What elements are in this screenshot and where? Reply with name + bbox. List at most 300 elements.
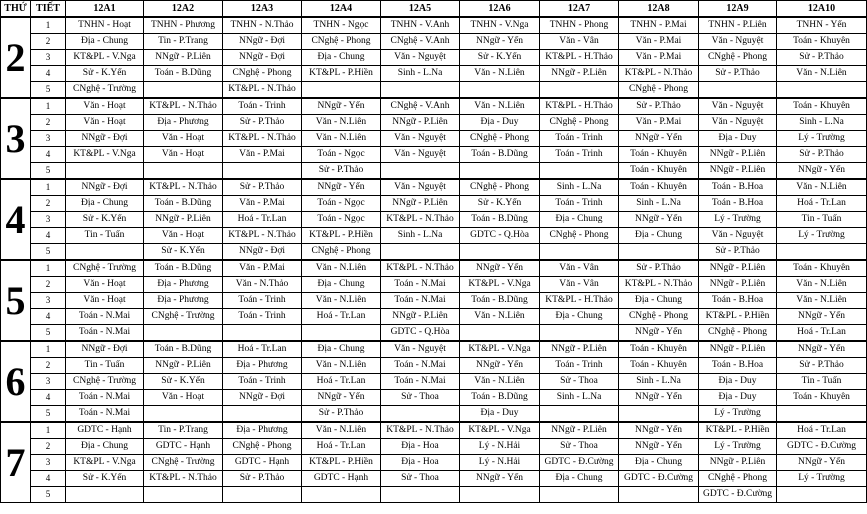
lesson-cell: Lý - Trường [699, 406, 777, 423]
lesson-cell: CNghệ - Trường [66, 374, 144, 390]
lesson-cell: TNHN - V.Anh [381, 17, 460, 34]
lesson-cell: KT&PL - N.Thảo [223, 131, 302, 147]
lesson-cell: Văn - Vân [540, 34, 619, 50]
table-row [1, 390, 867, 406]
lesson-cell [777, 244, 867, 261]
lesson-cell: Văn - Nguyệt [381, 131, 460, 147]
lesson-cell: KT&PL - V.Nga [66, 455, 144, 471]
lesson-cell [540, 325, 619, 342]
lesson-cell: Địa - Duy [699, 390, 777, 406]
lesson-cell: Sử - P.Thảo [223, 179, 302, 196]
table-row [1, 115, 867, 131]
lesson-cell: KT&PL - H.Thảo [540, 293, 619, 309]
lesson-cell: NNgữ - P.Liên [699, 341, 777, 358]
lesson-cell: Sử - Thoa [540, 374, 619, 390]
lesson-cell: Văn - Hoạt [144, 228, 223, 244]
lesson-cell: Sử - P.Thảo [223, 115, 302, 131]
lesson-cell: KT&PL - N.Thảo [381, 212, 460, 228]
lesson-cell: Toán - Trinh [540, 358, 619, 374]
lesson-cell: CNghệ - Phong [223, 439, 302, 455]
lesson-cell: Sinh - L.Na [381, 228, 460, 244]
lesson-cell: Toán - N.Mai [66, 390, 144, 406]
lesson-cell: NNgữ - P.Liên [699, 163, 777, 180]
lesson-cell: Toán - Khuyên [777, 98, 867, 115]
period-number: 5 [31, 487, 66, 503]
lesson-cell: Văn - Hoạt [66, 293, 144, 309]
header-class: 12A6 [460, 1, 540, 18]
period-number: 5 [31, 82, 66, 99]
lesson-cell: Địa - Duy [460, 406, 540, 423]
lesson-cell: Địa - Chung [66, 196, 144, 212]
period-number: 1 [31, 179, 66, 196]
lesson-cell: NNgữ - P.Liên [144, 212, 223, 228]
lesson-cell: Văn - N.Thảo [223, 277, 302, 293]
lesson-cell: Sinh - L.Na [381, 66, 460, 82]
lesson-cell: KT&PL - V.Nga [66, 50, 144, 66]
lesson-cell [460, 325, 540, 342]
lesson-cell [777, 487, 867, 503]
table-row [1, 358, 867, 374]
lesson-cell: NNgữ - P.Liên [540, 422, 619, 439]
lesson-cell: Địa - Duy [460, 115, 540, 131]
lesson-cell: CNghệ - Trường [66, 82, 144, 99]
lesson-cell: Địa - Hoa [381, 455, 460, 471]
table-row [1, 196, 867, 212]
lesson-cell: KT&PL - N.Thảo [619, 277, 699, 293]
table-row [1, 131, 867, 147]
period-number: 2 [31, 439, 66, 455]
lesson-cell [66, 244, 144, 261]
lesson-cell: GDTC - Q.Hòa [460, 228, 540, 244]
header-class: 12A10 [777, 1, 867, 18]
table-row [1, 244, 867, 261]
lesson-cell: NNgữ - Yến [777, 455, 867, 471]
period-number: 4 [31, 390, 66, 406]
lesson-cell: Địa - Chung [66, 34, 144, 50]
header-class: 12A9 [699, 1, 777, 18]
lesson-cell: KT&PL - P.Hiền [302, 228, 381, 244]
lesson-cell: KT&PL - N.Thảo [381, 422, 460, 439]
lesson-cell: GDTC - Đ.Cường [699, 487, 777, 503]
lesson-cell: Địa - Phương [223, 358, 302, 374]
lesson-cell: Sử - P.Thảo [619, 260, 699, 277]
lesson-cell [381, 163, 460, 180]
lesson-cell: Tin - P.Trang [144, 422, 223, 439]
lesson-cell: NNgữ - Yến [460, 260, 540, 277]
lesson-cell: Địa - Chung [66, 439, 144, 455]
lesson-cell: Hoá - Tr.Lan [777, 196, 867, 212]
lesson-cell: NNgữ - Yến [302, 98, 381, 115]
lesson-cell: Lý - Trường [777, 131, 867, 147]
lesson-cell: NNgữ - P.Liên [699, 147, 777, 163]
lesson-cell: Văn - Nguyệt [381, 50, 460, 66]
lesson-cell: TNHN - Hoạt [66, 17, 144, 34]
period-number: 3 [31, 212, 66, 228]
lesson-cell: Toán - N.Mai [66, 309, 144, 325]
lesson-cell: NNgữ - Yến [460, 471, 540, 487]
lesson-cell: Toán - Ngọc [302, 147, 381, 163]
lesson-cell: Địa - Phương [223, 422, 302, 439]
lesson-cell: Toán - Khuyên [777, 390, 867, 406]
lesson-cell: Toán - Khuyên [619, 163, 699, 180]
lesson-cell: TNHN - V.Nga [460, 17, 540, 34]
period-number: 4 [31, 309, 66, 325]
lesson-cell: CNghệ - Phong [699, 471, 777, 487]
lesson-cell: Sử - K.Yến [66, 471, 144, 487]
lesson-cell: Toán - Trinh [223, 98, 302, 115]
lesson-cell: Văn - N.Liên [777, 293, 867, 309]
table-row [1, 50, 867, 66]
lesson-cell: Toán - N.Mai [381, 277, 460, 293]
table-row [1, 471, 867, 487]
lesson-cell: Toán - Khuyên [619, 341, 699, 358]
lesson-cell: NNgữ - P.Liên [540, 341, 619, 358]
lesson-cell [381, 244, 460, 261]
lesson-cell: Toán - Ngọc [302, 212, 381, 228]
table-row [1, 406, 867, 423]
table-row [1, 212, 867, 228]
lesson-cell [619, 406, 699, 423]
lesson-cell: NNgữ - Đợi [223, 244, 302, 261]
day-number: 4 [1, 179, 31, 260]
lesson-cell: KT&PL - H.Thảo [540, 50, 619, 66]
period-number: 1 [31, 422, 66, 439]
lesson-cell: Địa - Hoa [381, 439, 460, 455]
lesson-cell: Sử - K.Yến [144, 374, 223, 390]
lesson-cell: TNHN - Phương [144, 17, 223, 34]
lesson-cell: Tin - Tuấn [66, 358, 144, 374]
lesson-cell: KT&PL - P.Hiền [699, 309, 777, 325]
lesson-cell: Hoá - Tr.Lan [777, 422, 867, 439]
table-row [1, 277, 867, 293]
header-row [1, 1, 867, 18]
lesson-cell: Lý - N.Hải [460, 439, 540, 455]
lesson-cell: Toán - Trinh [540, 147, 619, 163]
lesson-cell: CNghệ - V.Anh [381, 98, 460, 115]
lesson-cell: Toán - Trinh [223, 293, 302, 309]
period-number: 1 [31, 17, 66, 34]
lesson-cell: Văn - Nguyệt [699, 228, 777, 244]
lesson-cell [460, 82, 540, 99]
lesson-cell: Sinh - L.Na [540, 179, 619, 196]
lesson-cell: Văn - Hoạt [66, 98, 144, 115]
lesson-cell: Toán - Trinh [223, 374, 302, 390]
lesson-cell [381, 82, 460, 99]
lesson-cell: NNgữ - Yến [619, 422, 699, 439]
lesson-cell: Toán - Khuyên [619, 179, 699, 196]
lesson-cell: Lý - Trường [777, 228, 867, 244]
lesson-cell: TNHN - Ngọc [302, 17, 381, 34]
table-row [1, 422, 867, 439]
lesson-cell: GDTC - Hạnh [66, 422, 144, 439]
lesson-cell: Văn - Hoạt [144, 131, 223, 147]
lesson-cell: Toán - Ngọc [302, 196, 381, 212]
lesson-cell: Tin - Tuấn [777, 374, 867, 390]
lesson-cell: Văn - Nguyệt [699, 34, 777, 50]
lesson-cell: Toán - Khuyên [777, 260, 867, 277]
lesson-cell: Địa - Phương [144, 277, 223, 293]
lesson-cell: NNgữ - Đợi [223, 390, 302, 406]
table-row [1, 293, 867, 309]
lesson-cell: NNgữ - P.Liên [381, 196, 460, 212]
lesson-cell: Toán - B.Dũng [460, 212, 540, 228]
header-class: 12A5 [381, 1, 460, 18]
lesson-cell [66, 163, 144, 180]
lesson-cell: Toán - B.Hoa [699, 179, 777, 196]
period-number: 2 [31, 34, 66, 50]
lesson-cell: NNgữ - Yến [777, 163, 867, 180]
lesson-cell: Văn - Nguyệt [381, 179, 460, 196]
period-number: 5 [31, 325, 66, 342]
lesson-cell: Toán - N.Mai [381, 358, 460, 374]
lesson-cell: CNghệ - Phong [619, 82, 699, 99]
lesson-cell: KT&PL - P.Hiền [699, 422, 777, 439]
lesson-cell: KT&PL - N.Thảo [381, 260, 460, 277]
header-class: 12A2 [144, 1, 223, 18]
lesson-cell: Văn - Nguyệt [381, 147, 460, 163]
period-number: 2 [31, 277, 66, 293]
lesson-cell: CNghệ - Trường [66, 260, 144, 277]
lesson-cell: NNgữ - Yến [777, 341, 867, 358]
lesson-cell: Toán - B.Dũng [144, 341, 223, 358]
lesson-cell: KT&PL - V.Nga [66, 147, 144, 163]
lesson-cell: Toán - B.Dũng [144, 196, 223, 212]
table-row [1, 309, 867, 325]
lesson-cell [223, 487, 302, 503]
period-number: 3 [31, 131, 66, 147]
lesson-cell: Địa - Chung [619, 455, 699, 471]
lesson-cell: TNHN - N.Thảo [223, 17, 302, 34]
lesson-cell: CNghệ - Phong [699, 50, 777, 66]
header-class: 12A1 [66, 1, 144, 18]
table-row [1, 98, 867, 115]
lesson-cell: TNHN - P.Mai [619, 17, 699, 34]
lesson-cell [540, 82, 619, 99]
lesson-cell: GDTC - Q.Hòa [381, 325, 460, 342]
lesson-cell: Toán - Khuyên [619, 358, 699, 374]
lesson-cell: Văn - N.Liên [460, 374, 540, 390]
lesson-cell [540, 487, 619, 503]
lesson-cell: Hoá - Tr.Lan [302, 309, 381, 325]
lesson-cell [144, 487, 223, 503]
lesson-cell: Toán - B.Dũng [144, 66, 223, 82]
lesson-cell: Địa - Chung [619, 228, 699, 244]
period-number: 3 [31, 374, 66, 390]
lesson-cell: Văn - N.Liên [302, 293, 381, 309]
lesson-cell: Toán - N.Mai [66, 325, 144, 342]
lesson-cell: Văn - N.Liên [460, 66, 540, 82]
lesson-cell: Sử - K.Yến [144, 244, 223, 261]
lesson-cell [619, 487, 699, 503]
lesson-cell: GDTC - Hạnh [302, 471, 381, 487]
lesson-cell: GDTC - Đ.Cường [540, 455, 619, 471]
lesson-cell: Địa - Phương [144, 115, 223, 131]
header-thu: THỨ [1, 1, 31, 18]
lesson-cell: Văn - Vân [540, 260, 619, 277]
lesson-cell: Lý - Trường [777, 471, 867, 487]
lesson-cell: Sử - P.Thảo [777, 50, 867, 66]
lesson-cell: Toán - Khuyên [619, 147, 699, 163]
table-row [1, 228, 867, 244]
lesson-cell: Toán - B.Hoa [699, 293, 777, 309]
day-number: 2 [1, 17, 31, 98]
lesson-cell: KT&PL - N.Thảo [144, 471, 223, 487]
lesson-cell: CNghệ - V.Anh [381, 34, 460, 50]
day-number: 3 [1, 98, 31, 179]
lesson-cell: GDTC - Hạnh [223, 455, 302, 471]
period-number: 3 [31, 293, 66, 309]
period-number: 3 [31, 455, 66, 471]
lesson-cell: Văn - Hoạt [144, 147, 223, 163]
day-number: 7 [1, 422, 31, 503]
lesson-cell: Văn - N.Liên [777, 66, 867, 82]
lesson-cell: Toán - B.Dũng [460, 147, 540, 163]
lesson-cell: Sử - P.Thảo [777, 147, 867, 163]
period-number: 4 [31, 228, 66, 244]
period-number: 2 [31, 358, 66, 374]
lesson-cell: Sử - K.Yến [66, 66, 144, 82]
table-row [1, 455, 867, 471]
period-number: 4 [31, 66, 66, 82]
lesson-cell: Văn - Hoạt [66, 277, 144, 293]
table-row [1, 341, 867, 358]
period-number: 1 [31, 98, 66, 115]
lesson-cell: Văn - N.Liên [460, 98, 540, 115]
lesson-cell: Văn - Hoạt [66, 115, 144, 131]
lesson-cell [540, 406, 619, 423]
lesson-cell: Lý - Trường [699, 212, 777, 228]
period-number: 5 [31, 244, 66, 261]
lesson-cell: Lý - N.Hải [460, 455, 540, 471]
lesson-cell: Văn - N.Liên [777, 277, 867, 293]
lesson-cell: Địa - Chung [302, 341, 381, 358]
lesson-cell: TNHN - Yến [777, 17, 867, 34]
lesson-cell: Văn - N.Liên [302, 358, 381, 374]
lesson-cell [223, 163, 302, 180]
lesson-cell: Văn - N.Liên [460, 309, 540, 325]
lesson-cell: KT&PL - N.Thảo [223, 228, 302, 244]
lesson-cell: Địa - Chung [619, 293, 699, 309]
lesson-cell: Toán - Khuyên [777, 34, 867, 50]
period-number: 2 [31, 115, 66, 131]
lesson-cell: Văn - Nguyệt [381, 341, 460, 358]
lesson-cell: Hoá - Tr.Lan [223, 341, 302, 358]
timetable-body [1, 17, 867, 503]
lesson-cell: NNgữ - P.Liên [540, 66, 619, 82]
lesson-cell: NNgữ - Yến [619, 439, 699, 455]
lesson-cell: KT&PL - N.Thảo [619, 66, 699, 82]
table-row [1, 163, 867, 180]
lesson-cell: Sử - Thoa [540, 439, 619, 455]
lesson-cell [777, 82, 867, 99]
lesson-cell: Sinh - L.Na [777, 115, 867, 131]
lesson-cell [777, 406, 867, 423]
lesson-cell [144, 82, 223, 99]
lesson-cell: Tin - Tuấn [66, 228, 144, 244]
period-number: 4 [31, 147, 66, 163]
lesson-cell: CNghệ - Phong [223, 66, 302, 82]
lesson-cell: Địa - Chung [540, 471, 619, 487]
day-number: 6 [1, 341, 31, 422]
lesson-cell: KT&PL - N.Thảo [223, 82, 302, 99]
lesson-cell: Toán - Trinh [223, 309, 302, 325]
lesson-cell [540, 163, 619, 180]
lesson-cell: Sử - P.Thảo [699, 66, 777, 82]
lesson-cell: CNghệ - Phong [302, 34, 381, 50]
lesson-cell: Văn - N.Liên [302, 115, 381, 131]
lesson-cell: KT&PL - H.Thảo [540, 98, 619, 115]
lesson-cell [460, 244, 540, 261]
lesson-cell: Toán - N.Mai [381, 374, 460, 390]
lesson-cell: GDTC - Đ.Cường [619, 471, 699, 487]
table-row [1, 82, 867, 99]
lesson-cell [540, 244, 619, 261]
lesson-cell: CNghệ - Phong [302, 244, 381, 261]
lesson-cell: Sử - P.Thảo [619, 98, 699, 115]
lesson-cell: Văn - Vân [540, 277, 619, 293]
lesson-cell: Văn - P.Mai [619, 34, 699, 50]
lesson-cell: Sinh - L.Na [619, 196, 699, 212]
lesson-cell: Sử - K.Yến [460, 50, 540, 66]
lesson-cell: Hoá - Tr.Lan [302, 374, 381, 390]
lesson-cell: Sử - Thoa [381, 471, 460, 487]
lesson-cell [460, 487, 540, 503]
lesson-cell: Văn - P.Mai [223, 196, 302, 212]
lesson-cell: CNghệ - Trường [144, 455, 223, 471]
table-row [1, 439, 867, 455]
day-number: 5 [1, 260, 31, 341]
lesson-cell: NNgữ - Yến [619, 131, 699, 147]
lesson-cell: Địa - Chung [302, 50, 381, 66]
table-row [1, 179, 867, 196]
lesson-cell: Sử - Thoa [381, 390, 460, 406]
table-row [1, 66, 867, 82]
lesson-cell: NNgữ - Yến [302, 179, 381, 196]
lesson-cell: CNghệ - Phong [460, 131, 540, 147]
lesson-cell: NNgữ - Đợi [223, 50, 302, 66]
lesson-cell: KT&PL - N.Thảo [144, 179, 223, 196]
header-class: 12A3 [223, 1, 302, 18]
lesson-cell: Sử - P.Thảo [223, 471, 302, 487]
lesson-cell: NNgữ - Yến [460, 358, 540, 374]
header-tiet: TIẾT [31, 1, 66, 18]
period-number: 1 [31, 341, 66, 358]
lesson-cell: Văn - P.Mai [223, 147, 302, 163]
lesson-cell: Địa - Chung [540, 309, 619, 325]
lesson-cell: CNghệ - Phong [699, 325, 777, 342]
lesson-cell: Toán - B.Hoa [699, 196, 777, 212]
lesson-cell: Sử - P.Thảo [302, 406, 381, 423]
lesson-cell [223, 325, 302, 342]
table-row [1, 17, 867, 34]
lesson-cell: KT&PL - P.Hiền [302, 66, 381, 82]
period-number: 4 [31, 471, 66, 487]
lesson-cell: Sử - K.Yến [460, 196, 540, 212]
lesson-cell: GDTC - Hạnh [144, 439, 223, 455]
lesson-cell: NNgữ - P.Liên [699, 455, 777, 471]
lesson-cell: Sử - P.Thảo [302, 163, 381, 180]
lesson-cell: Toán - N.Mai [381, 293, 460, 309]
table-row [1, 487, 867, 503]
header-class: 12A4 [302, 1, 381, 18]
lesson-cell: Tin - P.Trang [144, 34, 223, 50]
lesson-cell: NNgữ - P.Liên [381, 309, 460, 325]
lesson-cell: Văn - Nguyệt [699, 115, 777, 131]
lesson-cell: Văn - Hoạt [144, 390, 223, 406]
lesson-cell [302, 82, 381, 99]
lesson-cell: Toán - B.Hoa [699, 358, 777, 374]
lesson-cell: Sử - P.Thảo [699, 244, 777, 261]
